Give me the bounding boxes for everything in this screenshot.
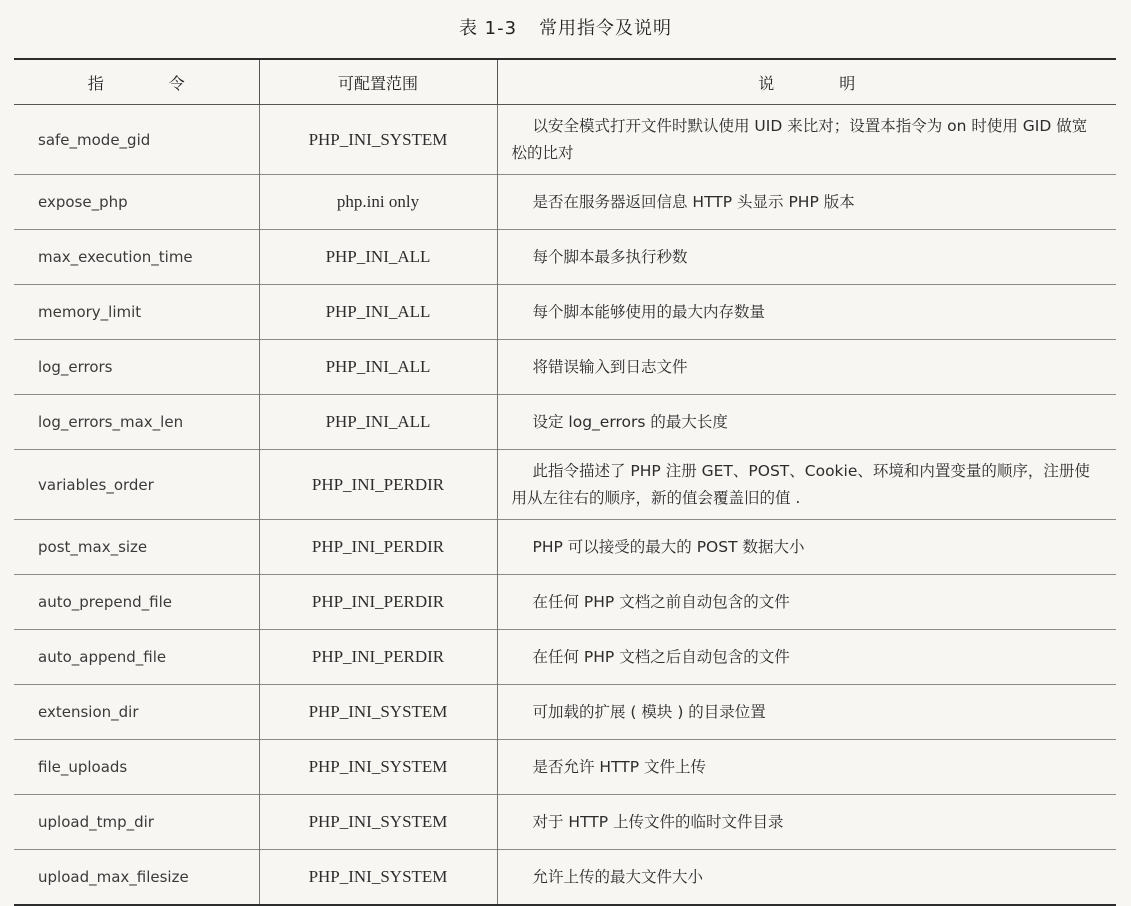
table-row xyxy=(14,685,1116,740)
directive-cell: upload_tmp_dir xyxy=(14,795,259,850)
scope-cell: PHP_INI_SYSTEM xyxy=(259,850,497,906)
directive-cell: log_errors xyxy=(14,340,259,395)
directives-table xyxy=(14,58,1116,906)
header-row xyxy=(14,59,1116,105)
table-row xyxy=(14,450,1116,520)
directive-cell: post_max_size xyxy=(14,520,259,575)
directive-cell: variables_order xyxy=(14,450,259,520)
directive-cell: auto_append_file xyxy=(14,630,259,685)
description-cell: 设定 log_errors 的最大长度 xyxy=(497,395,1116,450)
scope-cell: PHP_INI_SYSTEM xyxy=(259,685,497,740)
directive-cell: extension_dir xyxy=(14,685,259,740)
table-row xyxy=(14,795,1116,850)
directive-cell: upload_max_filesize xyxy=(14,850,259,906)
directive-cell: max_execution_time xyxy=(14,230,259,285)
scope-cell: PHP_INI_PERDIR xyxy=(259,450,497,520)
scope-cell: PHP_INI_SYSTEM xyxy=(259,795,497,850)
table-row xyxy=(14,395,1116,450)
directive-cell: memory_limit xyxy=(14,285,259,340)
description-cell: 对于 HTTP 上传文件的临时文件目录 xyxy=(497,795,1116,850)
table-row xyxy=(14,175,1116,230)
scope-cell: PHP_INI_ALL xyxy=(259,285,497,340)
description-cell: 可加载的扩展 ( 模块 ) 的目录位置 xyxy=(497,685,1116,740)
directive-cell: safe_mode_gid xyxy=(38,130,151,149)
header-directive: 指 令 xyxy=(14,59,259,105)
table-row xyxy=(14,105,1116,175)
description-cell: 将错误输入到日志文件 xyxy=(497,340,1116,395)
table-row xyxy=(14,740,1116,795)
scope-cell: PHP_INI_PERDIR xyxy=(259,575,497,630)
table-row xyxy=(14,230,1116,285)
table-row xyxy=(14,340,1116,395)
scope-cell: PHP_INI_PERDIR xyxy=(259,630,497,685)
description-cell: 是否允许 HTTP 文件上传 xyxy=(497,740,1116,795)
header-description: 说 明 xyxy=(497,59,1116,105)
description-cell: 允许上传的最大文件大小 xyxy=(497,850,1116,906)
table-caption xyxy=(0,14,1131,40)
scope-cell: PHP_INI_ALL xyxy=(259,230,497,285)
description-cell: PHP 可以接受的最大的 POST 数据大小 xyxy=(497,520,1116,575)
table-row xyxy=(14,850,1116,906)
scope-cell: PHP_INI_SYSTEM xyxy=(259,105,497,175)
directive-cell: file_uploads xyxy=(14,740,259,795)
description-cell: 是否在服务器返回信息 HTTP 头显示 PHP 版本 xyxy=(497,175,1116,230)
table-number: 表 1-3 xyxy=(458,18,518,39)
scope-cell: PHP_INI_PERDIR xyxy=(259,520,497,575)
table-title: 常用指令及说明 xyxy=(539,18,673,39)
directive-cell: expose_php xyxy=(14,175,259,230)
description-cell: 每个脚本能够使用的最大内存数量 xyxy=(497,285,1116,340)
scope-cell: PHP_INI_ALL xyxy=(259,395,497,450)
description-cell: 每个脚本最多执行秒数 xyxy=(497,230,1116,285)
table-row xyxy=(14,520,1116,575)
description-cell: 此指令描述了 PHP 注册 GET、POST、Cookie、环境和内置变量的顺序，注册使用从左往右的顺序，新的值会覆盖旧的值 . xyxy=(497,450,1116,520)
header-scope: 可配置范围 xyxy=(259,59,497,105)
description-cell: 在任何 PHP 文档之后自动包含的文件 xyxy=(497,630,1116,685)
description-cell: 以安全模式打开文件时默认使用 UID 来比对；设置本指令为 on 时使用 GID 做宽松的比对 xyxy=(497,105,1116,175)
table-row xyxy=(14,285,1116,340)
scope-cell: PHP_INI_SYSTEM xyxy=(259,740,497,795)
description-cell: 在任何 PHP 文档之前自动包含的文件 xyxy=(497,575,1116,630)
scope-cell: php.ini only xyxy=(259,175,497,230)
table-row xyxy=(14,630,1116,685)
table-row xyxy=(14,575,1116,630)
directive-cell: auto_prepend_file xyxy=(14,575,259,630)
directive-cell: log_errors_max_len xyxy=(14,395,259,450)
scope-cell: PHP_INI_ALL xyxy=(259,340,497,395)
